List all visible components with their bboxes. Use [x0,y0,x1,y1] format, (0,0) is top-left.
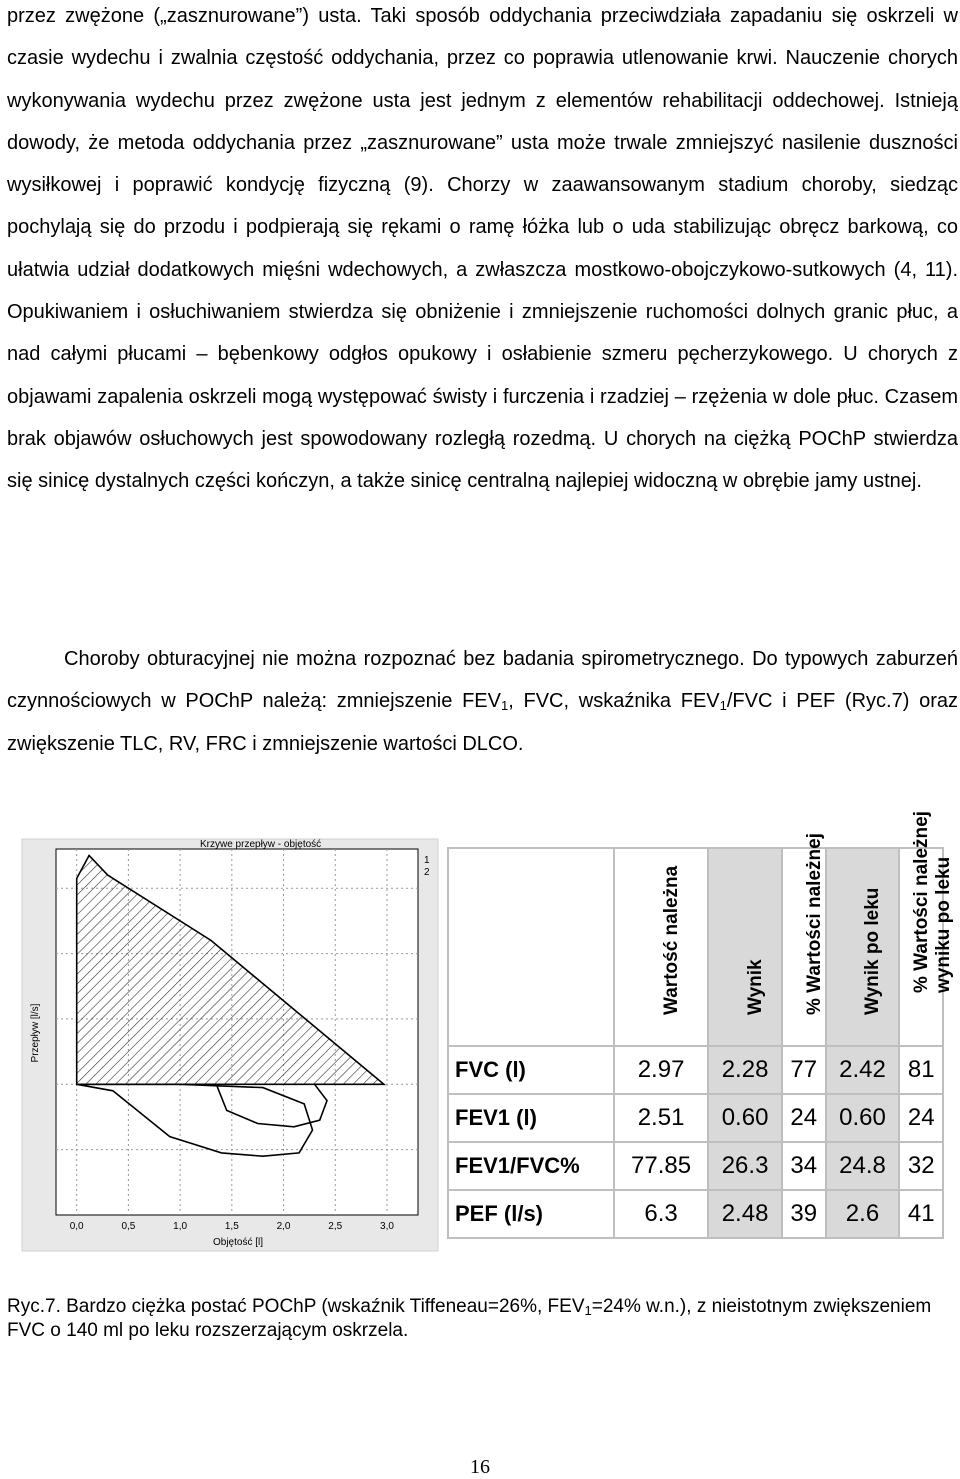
table-cell: 24 [899,1094,943,1142]
header-result [708,848,782,1046]
table-cell: 32 [899,1142,943,1190]
x-tick-label: 3,0 [380,1221,394,1232]
p2-text-2: , FVC, wskaźnika FEV [508,690,720,713]
flow-volume-chart [0,833,440,1253]
table-cell: 6.3 [614,1190,708,1238]
table-cell: 2.48 [708,1190,782,1238]
header-label: Wartość należna [661,865,683,1015]
table-cell: 2.97 [614,1046,708,1094]
page-number: 16 [470,1456,490,1478]
header-percent-predicted [782,833,826,1046]
p2-sub-1: 1 [500,698,509,714]
table-cell: 34 [782,1142,826,1190]
table-cell: 0.60 [826,1094,900,1142]
table-cell: 2.6 [826,1190,900,1238]
results-table [447,811,955,1239]
x-axis-label: Objętość [l] [212,1237,264,1248]
table-cell: 77.85 [614,1142,708,1190]
table-cell: 2.42 [826,1046,900,1094]
table-cell: 41 [899,1190,943,1238]
flow-volume-chart-svg [0,833,440,1253]
table-cell: 39 [782,1190,826,1238]
legend-entry-2: 2 [424,867,430,878]
table-cell: 2.51 [614,1094,708,1142]
table-cell: 24.8 [826,1142,900,1190]
figure-caption [7,1295,958,1343]
table-row [448,1094,943,1142]
caption-text-2: =24% w.n.), z nieistotnym zwiększeniem FVC o 140 ml po leku rozszerzającym oskrzela. [7,1296,932,1341]
body-paragraph-1: przez zwężone („zasznurowane”) usta. Taki sposób oddychania przeciwdziała zapadaniu się oskrzeli w czasie wydechu i zwalnia częstość oddychania, przez co poprawia utlenowanie krwi. Nauczenie chorych wykonywania wydechu przez zwężone usta jest jednym z elementów rehabilitacji oddechowej. Istnieją dowody, że metoda oddychania przez „zasznurowane” usta może trwale zmniejszyć nasilenie duszności wysiłkowej i poprawić kondycję fizyczną (9). Chorzy w zaawansowanym stadium choroby, siedząc pochylają się do przodu i podpierają się rękami o ramę łóżka lub o uda stabilizując obręcz barkową, co ułatwia udział dodatkowych mięśni wdechowych, a zwłaszcza mostkowo-obojczykowo-sutkowych (4, 11). Opukiwaniem i osłuchiwaniem stwierdza się obniżenie i zmniejszenie ruchomości dolnych granic płuc, a nad całymi płucami – bębenkowy odgłos opukowy i osłabienie szmeru pęcherzykowego. U chorych z objawami zapalenia oskrzeli mogą występować świsty i furczenia i rzadziej – rzężenia w dole płuc. Czasem brak objawów osłuchowych jest spowodowany rozległą rozedmą. U chorych na ciężką POChP stwierdza się sinicę dystalnych części kończyn, a także sinicę centralną najlepiej widoczną w obrębie jamy ustnej. [7,5,958,493]
x-tick-label: 2,5 [328,1221,343,1232]
chart-title: Krzywe przepływ - objętość [200,839,322,850]
table-cell: 26.3 [708,1142,782,1190]
table-cell: 77 [782,1046,826,1094]
table-row [448,1142,943,1190]
table-cell: 24 [782,1094,826,1142]
x-tick-label: 0,0 [69,1221,84,1232]
p2-text-1: Choroby obturacyjnej nie można rozpoznać bez badania spirometrycznego. Do typowych zaburzeń czynnościowych w POChP należą: zmniejszenie FEV [7,648,958,713]
table-cell: 0.60 [708,1094,782,1142]
x-tick-label: 1,0 [173,1221,188,1232]
header-label: % Wartości należnej [803,833,825,1015]
header-predicted [614,848,708,1046]
header-label: % Wartości należnej wyniku po leku [911,811,955,993]
row-label: FEV1 (l) [448,1094,614,1142]
table-row [448,1190,943,1238]
caption-sub: 1 [584,1303,592,1318]
row-label: PEF (l/s) [448,1190,614,1238]
x-tick-label: 1,5 [224,1221,239,1232]
table-cell: 2.28 [708,1046,782,1094]
header-label: Wynik po leku [862,887,884,1015]
y-axis-label: Przepływ [l/s] [30,1003,41,1063]
table-header-row [448,848,943,1046]
header-post-drug [826,848,900,1046]
p2-sub-2: 1 [719,698,727,714]
row-label: FVC (l) [448,1046,614,1094]
figure-7 [0,811,960,1253]
table-row [448,1046,943,1094]
spirometry-results-table [447,811,955,1227]
x-tick-label: 2,0 [276,1221,291,1232]
header-label: Wynik [745,959,767,1015]
caption-text-1: Ryc.7. Bardzo ciężka postać POChP (wskaźnik Tiffeneau=26%, FEV [7,1296,585,1317]
p2-text-3: /FVC i PEF (Ryc.7) oraz zwiększenie TLC, RV, FRC i zmniejszenie wartości DLCO. [7,690,958,755]
header-corner [448,848,614,1046]
body-paragraph-2 [7,638,958,765]
table-cell: 81 [899,1046,943,1094]
x-tick-label: 0,5 [121,1221,136,1232]
row-label: FEV1/FVC% [448,1142,614,1190]
legend-entry-1: 1 [424,855,430,866]
header-percent-post-drug [899,811,955,1046]
